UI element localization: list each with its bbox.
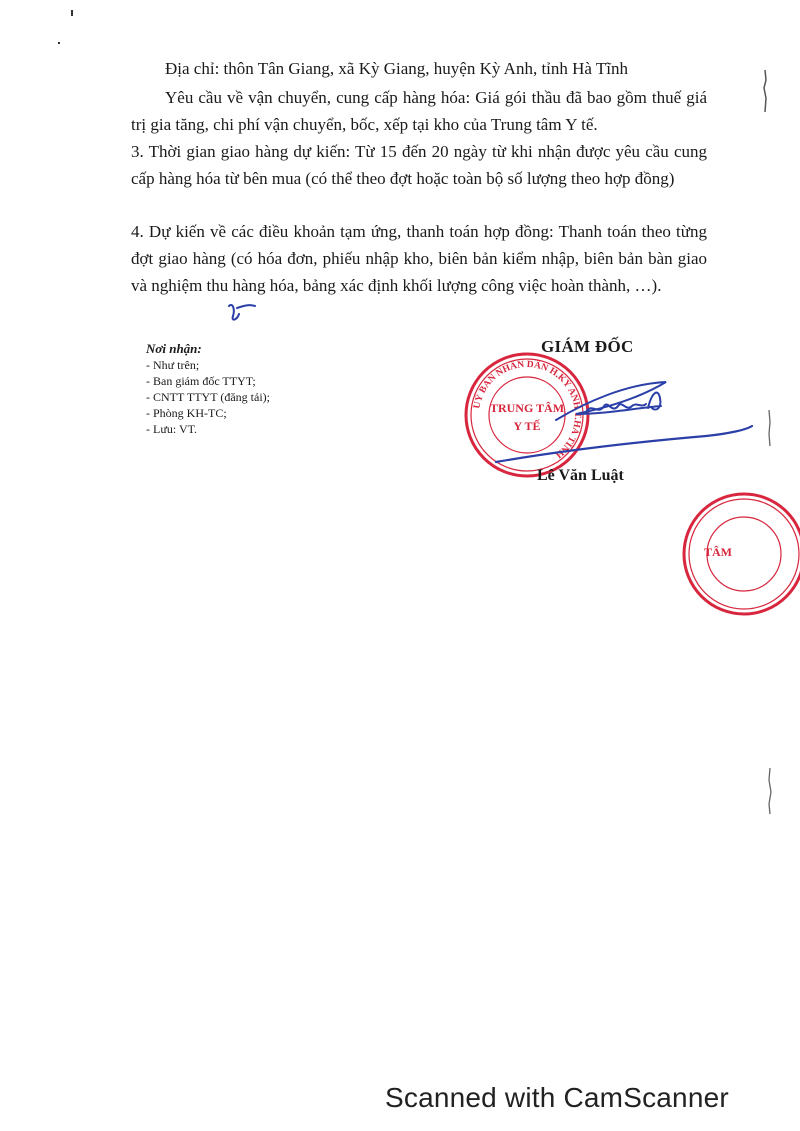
recipient-item: - Như trên; bbox=[146, 358, 200, 372]
margin-mark-icon bbox=[764, 408, 776, 448]
recipient-item: - Phòng KH-TC; bbox=[146, 406, 227, 420]
scan-speck bbox=[58, 42, 60, 44]
director-signature-icon bbox=[456, 372, 756, 482]
seal-ring-text: UỶ BAN NHÂN DÂN H.KỲ ANH T.HÀ TĨNH bbox=[472, 359, 583, 460]
initial-mark-icon bbox=[225, 298, 259, 328]
seal-center-line-1: TRUNG TÂM bbox=[489, 401, 565, 415]
recipients-block bbox=[146, 341, 406, 437]
seal-center-line-2: Y TẾ bbox=[513, 419, 541, 433]
signer-title: GIÁM ĐỐC bbox=[541, 337, 634, 356]
partial-seal-text: TÂM bbox=[704, 545, 732, 559]
recipient-item: - Ban giám đốc TTYT; bbox=[146, 374, 256, 388]
recipients-title: Nơi nhận: bbox=[146, 341, 202, 356]
margin-mark-icon bbox=[764, 766, 776, 816]
transport-requirement: Yêu cầu về vận chuyển, cung cấp hàng hóa: Giá gói thầu đã bao gồm thuế giá trị gia tăng, chi phí vận chuyển, bốc, xếp tại kho của Trung tâm Y tế. bbox=[131, 88, 707, 134]
camscanner-watermark: Scanned with CamScanner bbox=[385, 1082, 729, 1113]
recipient-item: - CNTT TTYT (đăng tải); bbox=[146, 390, 270, 404]
payment-terms-clause: 4. Dự kiến về các điều khoản tạm ứng, thanh toán hợp đồng: Thanh toán theo từng đợt giao hàng (có hóa đơn, phiếu nhập kho, biên bản kiểm nhập, biên bản bàn giao và nghiệm thu hàng hóa, bảng xác định khối lượng công việc hoàn thành, …). bbox=[131, 222, 707, 295]
recipient-item: - Lưu: VT. bbox=[146, 422, 198, 436]
scan-speck bbox=[71, 10, 73, 16]
address-line: Địa chỉ: thôn Tân Giang, xã Kỳ Giang, huyện Kỳ Anh, tỉnh Hà Tĩnh bbox=[165, 59, 629, 78]
partial-seal-icon bbox=[652, 490, 800, 620]
delivery-time-clause: 3. Thời gian giao hàng dự kiến: Từ 15 đến 20 ngày từ khi nhận được yêu cầu cung cấp hàng hóa từ bên mua (có thể theo đợt hoặc toàn bộ số lượng theo hợp đồng) bbox=[131, 142, 707, 188]
signer-name: Lê Văn Luật bbox=[537, 467, 624, 484]
margin-mark-icon bbox=[760, 68, 772, 114]
